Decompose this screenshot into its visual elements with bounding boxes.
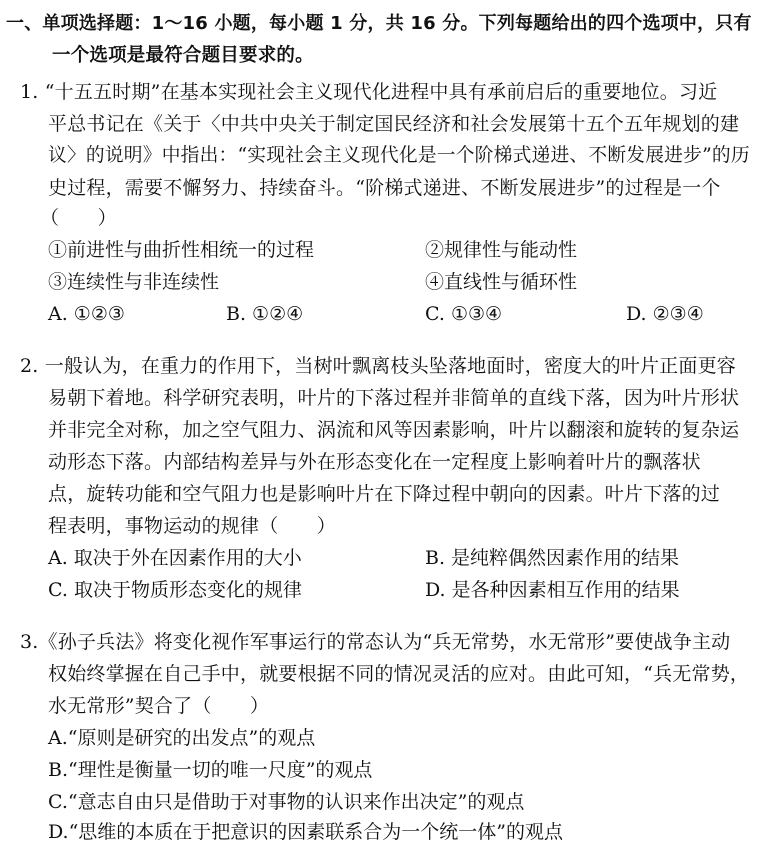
q3-option-b: B.“理性是衡量一切的唯一尺度”的观点 xyxy=(48,759,373,781)
q3-stem-line: 3.《孙子兵法》将变化视作军事运行的常态认为“兵无常势，水无常形”要使战争主动 xyxy=(20,631,731,653)
q1-option-d: D. ②③④ xyxy=(626,303,704,325)
section-heading-line1: 一、单项选择题：1～16 小题，每小题 1 分，共 16 分。下列每题给出的四个选项中，只有 xyxy=(6,13,752,34)
q1-item-2: ②规律性与能动性 xyxy=(425,239,578,261)
q3-stem-line: 水无常形”契合了（ ） xyxy=(48,695,270,717)
q2-option-d: D. 是各种因素相互作用的结果 xyxy=(425,579,680,601)
q2-stem-line: 并非完全对称，加之空气阻力、涡流和风等因素影响，叶片以翻滚和旋转的复杂运 xyxy=(48,419,740,441)
q1-option-b: B. ①②④ xyxy=(226,303,304,325)
q3-option-a: A.“原则是研究的出发点”的观点 xyxy=(48,727,316,749)
q2-option-b: B. 是纯粹偶然因素作用的结果 xyxy=(425,547,680,569)
q1-stem-line: 议〉的说明》中指出：“实现社会主义现代化是一个阶梯式递进、不断发展进步”的历 xyxy=(48,145,750,166)
q1-option-a: A. ①②③ xyxy=(48,303,125,325)
q1-item-1: ①前进性与曲折性相统一的过程 xyxy=(48,239,315,261)
q2-option-a: A. 取决于外在因素作用的大小 xyxy=(48,547,302,569)
q1-stem-line: 1. “十五五时期”在基本实现社会主义现代化进程中具有承前启后的重要地位。习近 xyxy=(20,81,718,103)
q3-stem-line: 权始终掌握在自己手中，就要根据不同的情况灵活的应对。由此可知，“兵无常势， xyxy=(48,663,750,685)
q2-stem-line: 2. 一般认为，在重力的作用下，当树叶飘离枝头坠落地面时，密度大的叶片正面更容 xyxy=(20,355,736,377)
q1-stem-line: 史过程，需要不懈努力、持续奋斗。“阶梯式递进、不断发展进步”的过程是一个 xyxy=(48,177,721,199)
q3-option-d: D.“思维的本质在于把意识的因素联系合为一个统一体”的观点 xyxy=(48,821,564,843)
q1-option-c: C. ①③④ xyxy=(425,303,503,325)
q1-item-3: ③连续性与非连续性 xyxy=(48,271,220,293)
q2-stem-line: 动形态下落。内部结构差异与外在形态变化在一定程度上影响着叶片的飘落状 xyxy=(48,451,701,473)
q2-stem-line: 程表明，事物运动的规律（ ） xyxy=(48,515,337,537)
section-heading-line2: 一个选项是最符合题目要求的。 xyxy=(52,45,314,66)
q1-item-4: ④直线性与循环性 xyxy=(425,271,578,293)
q2-stem-line: 易朝下着地。科学研究表明，叶片的下落过程并非简单的直线下落，因为叶片形状 xyxy=(48,387,740,409)
q3-option-c: C.“意志自由只是借助于对事物的认识来作出决定”的观点 xyxy=(48,791,525,813)
q1-stem-line: 平总书记在《关于〈中共中央关于制定国民经济和社会发展第十五个五年规划的建 xyxy=(48,113,740,135)
q2-option-c: C. 取决于物质形态变化的规律 xyxy=(48,579,302,601)
q1-answer-blank: （ ） xyxy=(40,207,117,229)
q2-stem-line: 点，旋转功能和空气阻力也是影响叶片在下降过程中朝向的因素。叶片下落的过 xyxy=(48,483,721,505)
